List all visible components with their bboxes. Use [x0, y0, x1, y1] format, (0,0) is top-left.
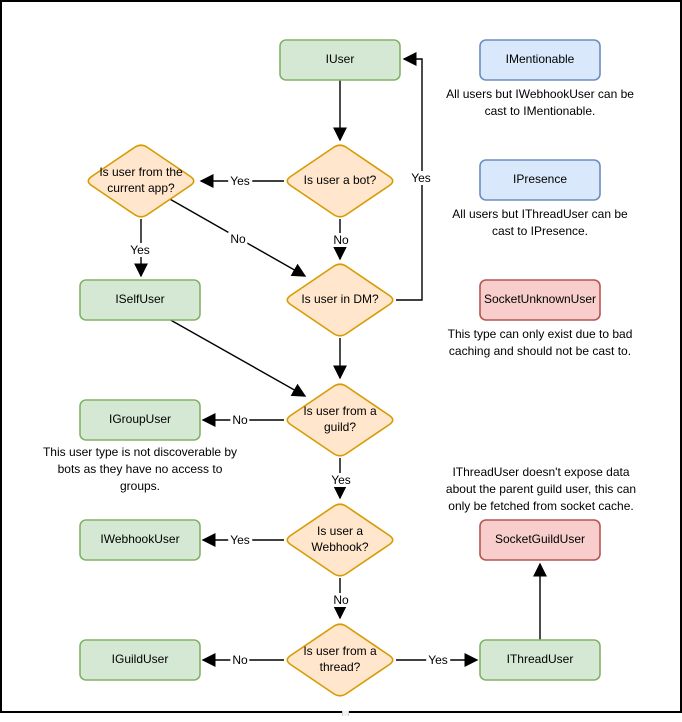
edge-label-iswebhook-no: No [333, 593, 349, 607]
iuser-label: IUser [325, 52, 355, 67]
edge-label-isthread-yes: Yes [428, 653, 448, 667]
imentionable-note [430, 86, 650, 120]
edge-label-iscurrentapp-no: No [230, 232, 246, 246]
ipresence-label: IPresence [512, 172, 568, 187]
igroupuser-label: IGroupUser [108, 412, 172, 427]
ithreaduser-note [431, 464, 651, 515]
iguilduser-label: IGuildUser [111, 652, 169, 667]
ithreaduser-label: IThreadUser [506, 652, 574, 667]
edge-label-isbot-no: No [333, 233, 349, 247]
ithreaduser-note-line: IThreadUser doesn't expose data [452, 465, 630, 479]
igroupuser-note [30, 444, 250, 495]
imentionable-note-line: All users but IWebhookUser can be [446, 87, 634, 101]
canvas-edge-notch [342, 711, 349, 716]
socketunknownuser-label: SocketUnknownUser [483, 292, 597, 307]
edge-label-isbot-yes: Yes [230, 174, 250, 188]
edge-label-isthread-no: No [232, 653, 248, 667]
igroupuser-note-line: groups. [119, 479, 161, 493]
socketunknownuser-note-line: caching and should not be cast to. [448, 344, 632, 358]
socketguilduser-label: SocketGuildUser [494, 532, 586, 547]
iscurrentapp-label: Is user from the current app? [99, 165, 183, 195]
edge-iselfuser-to-isguild [167, 318, 305, 396]
isthread-label: Is user from a thread? [303, 644, 377, 674]
edge-label-isguild-yes: Yes [331, 473, 351, 487]
edge-label-isdm-yes: Yes [411, 171, 431, 185]
iwebhookuser-label: IWebhookUser [100, 532, 180, 547]
socketunknownuser-note-line: This type can only exist due to bad [447, 327, 633, 341]
ithreaduser-note-line: about the parent guild user, this can [445, 482, 637, 496]
imentionable-label: IMentionable [505, 52, 575, 67]
igroupuser-note-line: This user type is not discoverable by [42, 445, 238, 459]
isguild-label: Is user from a guild? [303, 404, 377, 434]
iselfuser-label: ISelfUser [115, 292, 165, 307]
ipresence-note-line: cast to IPresence. [491, 224, 589, 238]
igroupuser-note-line: bots as they have no access to [57, 462, 223, 476]
socketunknownuser-note [430, 326, 650, 360]
edge-label-iswebhook-yes: Yes [230, 533, 250, 547]
edge-label-iscurrentapp-yes: Yes [130, 243, 150, 257]
iswebhook-label: Is user a Webhook? [311, 524, 369, 554]
ipresence-note [430, 206, 650, 240]
isbot-label: Is user a bot? [303, 173, 377, 188]
ipresence-note-line: All users but IThreadUser can be [452, 207, 628, 221]
edge-label-isguild-no: No [232, 413, 248, 427]
ithreaduser-note-line: only be fetched from socket cache. [448, 499, 634, 513]
imentionable-note-line: cast to IMentionable. [484, 104, 596, 118]
isdm-label: Is user in DM? [301, 292, 379, 307]
